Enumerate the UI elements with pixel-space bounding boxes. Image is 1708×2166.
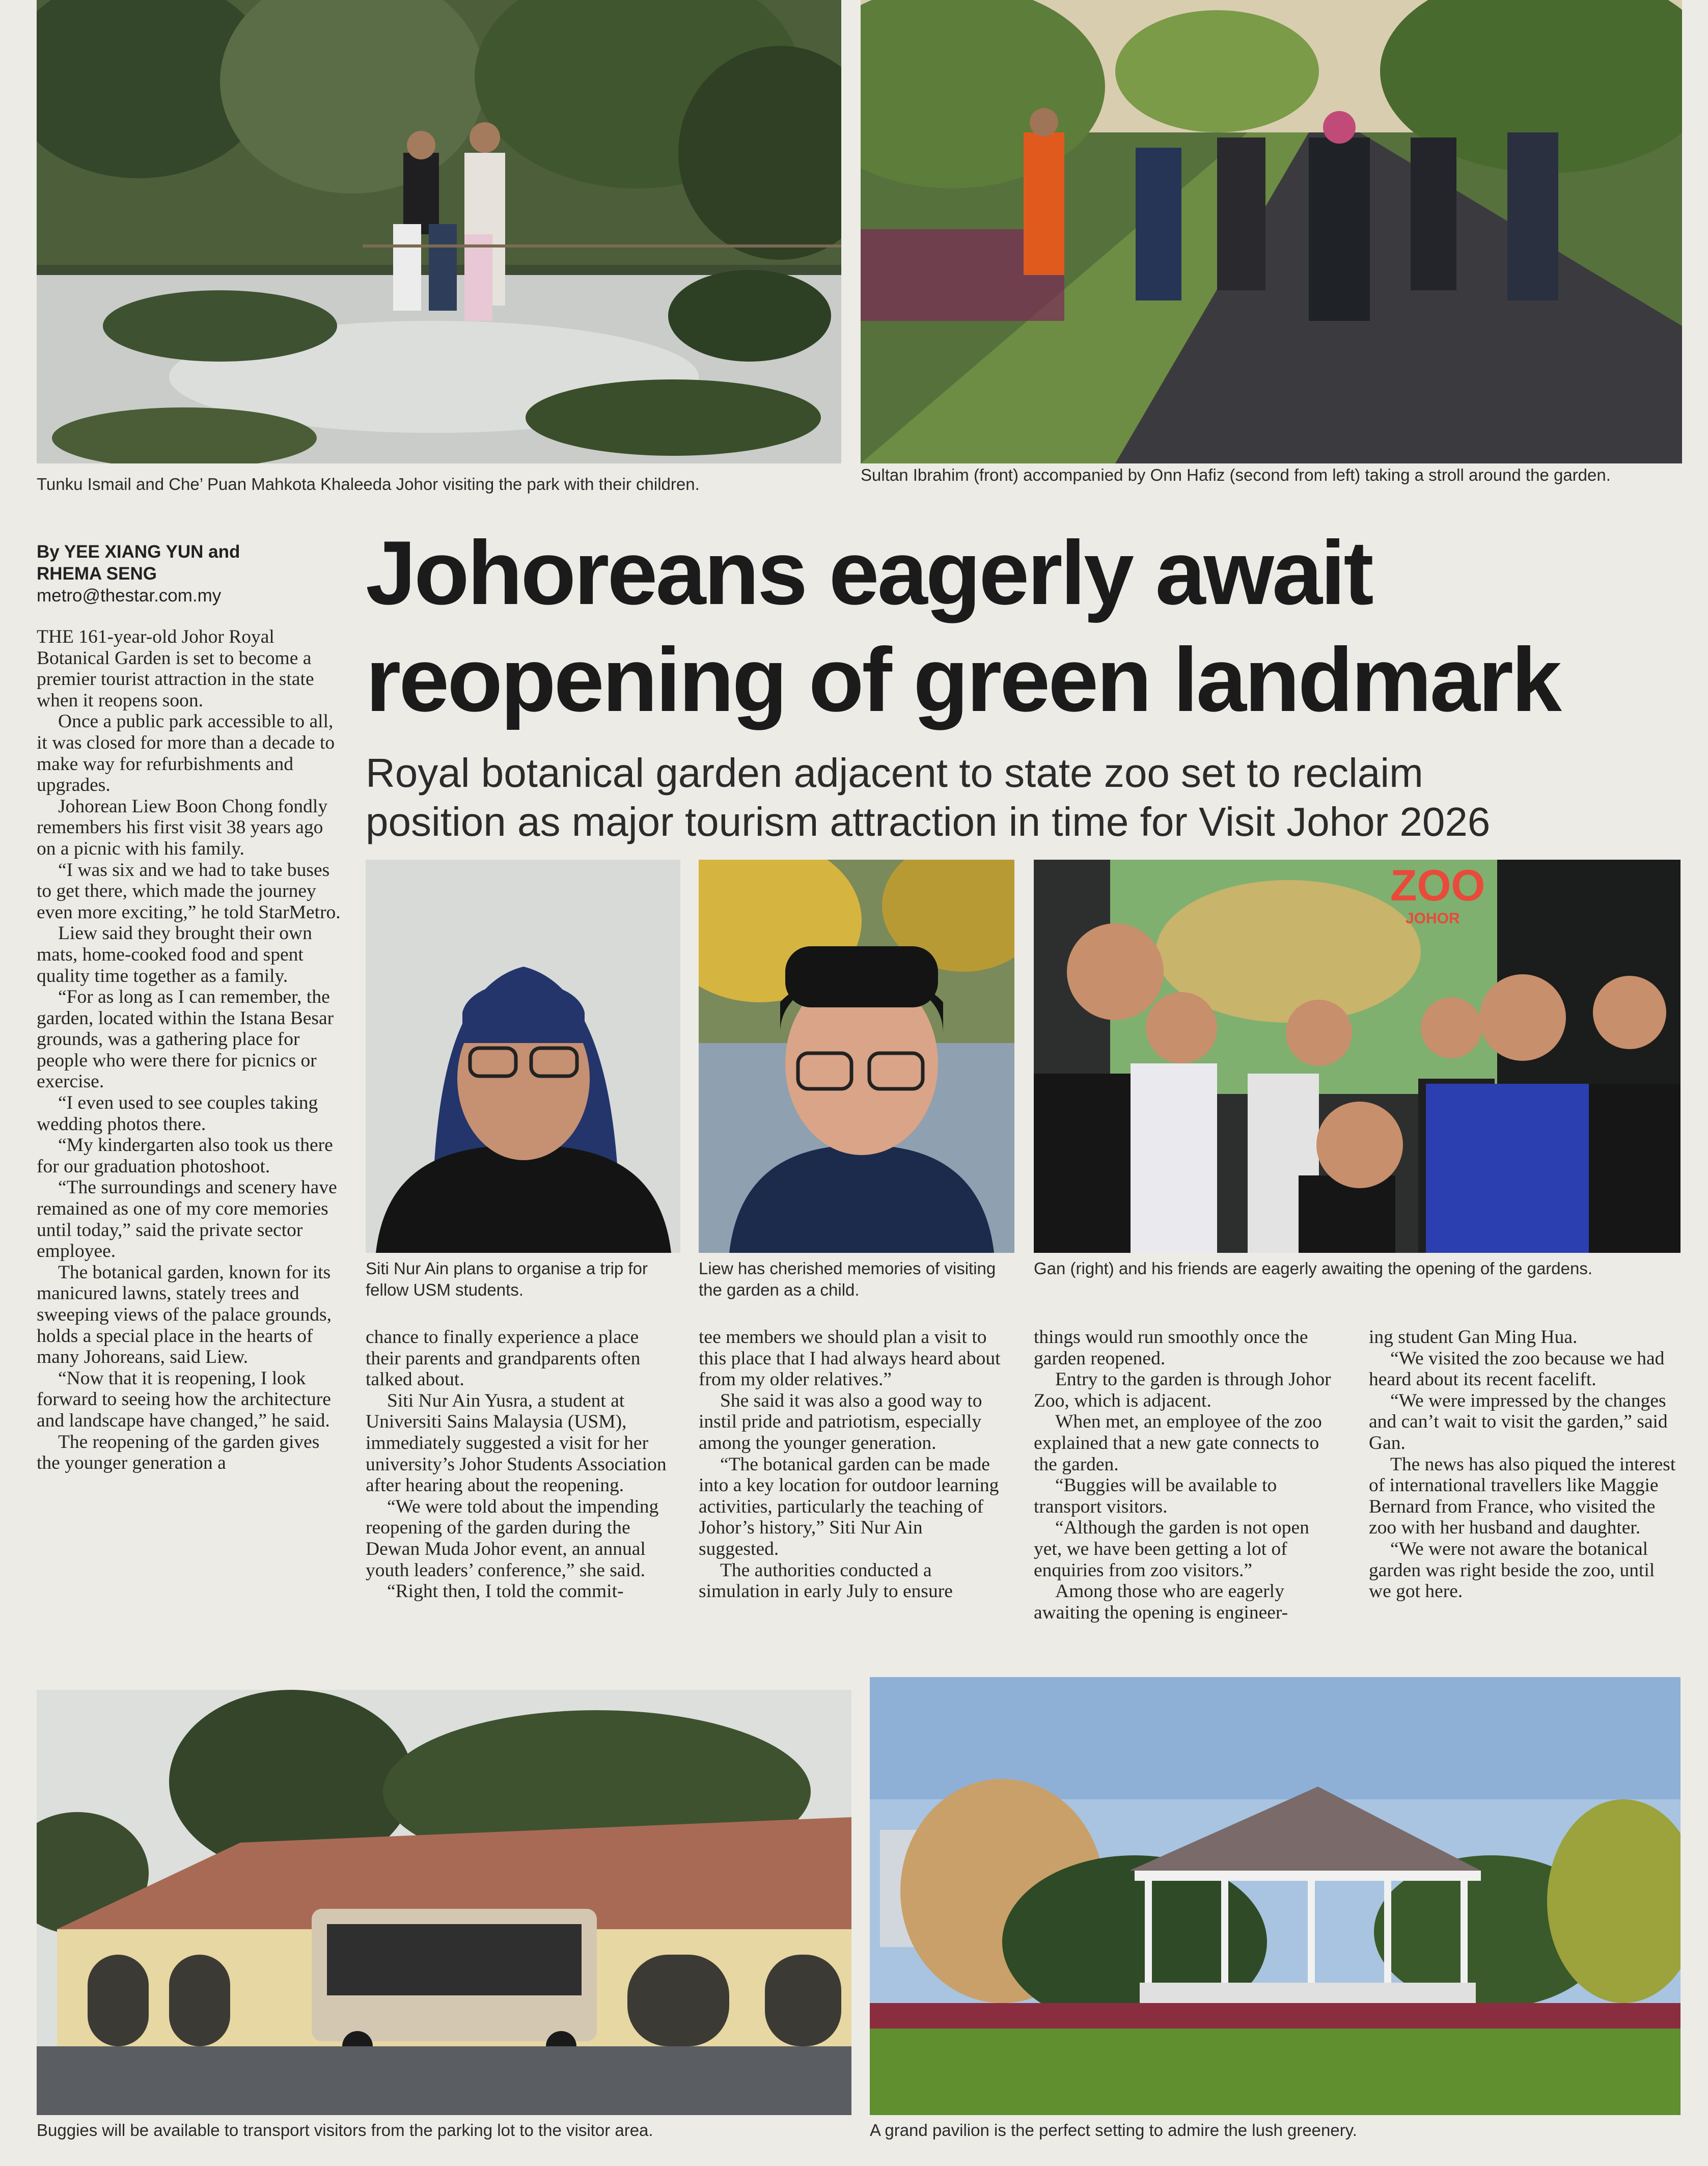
- zoo-sign-subtext: JOHOR: [1406, 910, 1460, 927]
- caption-siti-nur-ain: Siti Nur Ain plans to organise a trip for fellow USM students.: [366, 1259, 648, 1299]
- paragraph: “We were impressed by the changes and can’t wait to visit the garden,” said Gan.: [1369, 1390, 1668, 1454]
- headline: [366, 519, 1690, 733]
- paragraph: chance to finally experience a place their parents and grandparents often talked about.: [366, 1327, 641, 1390]
- paragraph: things would run smoothly once the garden reopened.: [1034, 1327, 1308, 1369]
- deck: [366, 749, 1690, 846]
- paragraph: “Although the garden is not open yet, we have been getting a lot of enquiries from zoo visitors.”: [1034, 1517, 1309, 1581]
- paragraph: “For as long as I can remember, the garden, located within the Istana Besar grounds, was a gathering place for people who were there for picnics or exercise.: [37, 986, 334, 1092]
- paragraph: “The botanical garden can be made into a key location for outdoor learning activities, particularly the teaching of Johor’s history,” Siti Nur Ain suggested.: [699, 1454, 999, 1559]
- paragraph: “I even used to see couples taking wedding photos there.: [37, 1092, 318, 1135]
- caption-sultan-stroll: Sultan Ibrahim (front) accompanied by Onn Hafiz (second from left) taking a stroll around the garden.: [861, 465, 1611, 484]
- headline-line-2: reopening of green landmark: [366, 629, 1560, 730]
- caption-royal-family: Tunku Ismail and Che’ Puan Mahkota Khaleeda Johor visiting the park with their children.: [37, 475, 700, 493]
- photo-liew: [699, 860, 1014, 1253]
- paragraph: Entry to the garden is through Johor Zoo, which is adjacent.: [1034, 1369, 1331, 1411]
- caption-liew: Liew has cherished memories of visiting the garden as a child.: [699, 1259, 996, 1299]
- article-column-2: [366, 1327, 671, 1602]
- article-column-1: [37, 626, 342, 1474]
- caption-gan-friends: Gan (right) and his friends are eagerly awaiting the opening of the gardens.: [1034, 1259, 1593, 1278]
- photo-buggy: [37, 1690, 851, 2115]
- article-column-4: [1034, 1327, 1339, 1623]
- paragraph: The authorities conducted a simulation in early July to ensure: [699, 1559, 953, 1602]
- paragraph: “The surroundings and scenery have remained as one of my core memories until today,” said the private sector employee.: [37, 1177, 337, 1262]
- paragraph: ing student Gan Ming Hua.: [1369, 1327, 1578, 1348]
- paragraph: “Buggies will be available to transport visitors.: [1034, 1475, 1277, 1517]
- paragraph: “We visited the zoo because we had heard about its recent facelift.: [1369, 1348, 1665, 1390]
- paragraph: THE 161-year-old Johor Royal Botanical Garden is set to become a premier tourist attraction in the state when it reopens soon.: [37, 626, 314, 711]
- photo-siti-nur-ain: [366, 860, 680, 1253]
- paragraph: The botanical garden, known for its manicured lawns, stately trees and sweeping views of the palace grounds, holds a special place in the hearts of many Johoreans, said Liew.: [37, 1262, 332, 1368]
- paragraph: Once a public park accessible to all, it was closed for more than a decade to make way for refurbishments and upgrades.: [37, 711, 335, 796]
- deck-line-1: Royal botanical garden adjacent to state zoo set to reclaim: [366, 750, 1423, 796]
- deck-line-2: position as major tourism attraction in time for Visit Johor 2026: [366, 799, 1491, 844]
- paragraph: “I was six and we had to take buses to get there, which made the journey even more exciting,” he told StarMetro.: [37, 859, 341, 923]
- byline-authors-2: RHEMA SENG: [37, 564, 157, 584]
- byline: [37, 541, 342, 607]
- zoo-sign-text: ZOO: [1390, 861, 1485, 910]
- byline-authors: By YEE XIANG YUN and: [37, 542, 240, 562]
- paragraph: The reopening of the garden gives the younger generation a: [37, 1431, 320, 1474]
- paragraph: Among those who are eagerly awaiting the opening is engineer-: [1034, 1581, 1288, 1623]
- paragraph: tee members we should plan a visit to this place that I had always heard about from my older relatives.”: [699, 1327, 1001, 1390]
- paragraph: “Now that it is reopening, I look forward to seeing how the architecture and landscape have changed,” he said.: [37, 1367, 331, 1431]
- photo-pavilion: [870, 1677, 1681, 2115]
- photo-sultan-stroll: [861, 0, 1682, 463]
- article-column-5: [1369, 1327, 1681, 1602]
- paragraph: Siti Nur Ain Yusra, a student at Universiti Sains Malaysia (USM), immediately suggested a visit for her university’s Johor Students Association after hearing about the reopening.: [366, 1390, 667, 1496]
- paragraph: “My kindergarten also took us there for our graduation photoshoot.: [37, 1135, 333, 1177]
- paragraph: When met, an employee of the zoo explained that a new gate connects to the garden.: [1034, 1411, 1322, 1475]
- article-column-3: [699, 1327, 1004, 1602]
- photo-royal-family: [37, 0, 841, 463]
- paragraph: “We were not aware the botanical garden was right beside the zoo, until we got here.: [1369, 1538, 1655, 1602]
- photo-gan-friends: [1034, 860, 1681, 1253]
- byline-email[interactable]: metro@thestar.com.my: [37, 586, 222, 606]
- paragraph: Liew said they brought their own mats, home-cooked food and spent quality time together as a family.: [37, 923, 312, 986]
- paragraph: Johorean Liew Boon Chong fondly remembers his first visit 38 years ago on a picnic with his family.: [37, 796, 328, 859]
- paragraph: “We were told about the impending reopening of the garden during the Dewan Muda Johor event, an annual youth leaders’ conference,” she said.: [366, 1496, 659, 1581]
- caption-buggy: Buggies will be available to transport visitors from the parking lot to the visitor area.: [37, 2121, 653, 2140]
- paragraph: The news has also piqued the interest of international travellers like Maggie Bernard from France, who visited the zoo with her husband and daughter.: [1369, 1454, 1676, 1539]
- caption-pavilion: A grand pavilion is the perfect setting to admire the lush greenery.: [870, 2121, 1357, 2140]
- paragraph: She said it was also a good way to instil pride and patriotism, especially among the younger generation.: [699, 1390, 982, 1454]
- paragraph: “Right then, I told the commit-: [387, 1581, 624, 1602]
- headline-line-1: Johoreans eagerly await: [366, 522, 1372, 623]
